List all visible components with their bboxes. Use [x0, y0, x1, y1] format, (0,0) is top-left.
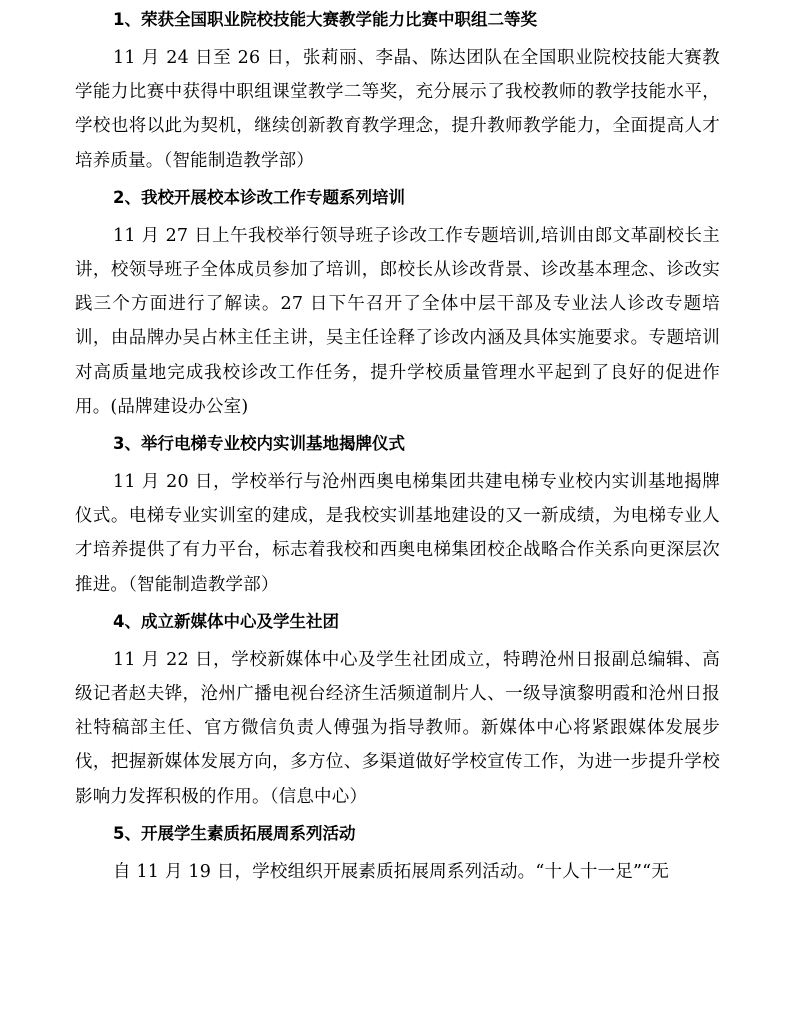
section-body: 11 月 22 日，学校新媒体中心及学生社团成立，特聘沧州日报副总编辑、高级记者赵夫铧，沧州广播电视台经济生活频道制片人、一级导演黎明霞和沧州日报社特稿部主任、官方微信负责人傅强为指导教师。新媒体中心将紧跟媒体发展步伐，把握新媒体发展方向，多方位、多渠道做好学校宣传工作，为进一步提升学校影响力发挥积极的作用。（信息中心） — [75, 649, 720, 807]
section-heading: 3、举行电梯专业校内实训基地揭牌仪式 — [113, 434, 405, 454]
news-section-1 — [75, 8, 720, 178]
news-section-4 — [75, 610, 720, 814]
news-section-5 — [75, 822, 720, 889]
section-heading: 1、荣获全国职业院校技能大赛教学能力比赛中职组二等奖 — [113, 10, 537, 29]
section-heading: 2、我校开展校本诊改工作专题系列培训 — [113, 187, 405, 207]
document-page — [75, 0, 720, 889]
news-section-2 — [75, 186, 720, 424]
news-section-3 — [75, 432, 720, 602]
section-body: 11 月 20 日，学校举行与沧州西奥电梯集团共建电梯专业校内实训基地揭牌仪式。电梯专业实训室的建成，是我校实训基地建设的又一新成绩，为电梯专业人才培养提供了有力平台，标志着我校和西奥电梯集团校企战略合作关系向更深层次推进。（智能制造教学部） — [75, 472, 720, 595]
section-heading: 5、开展学生素质拓展周系列活动 — [113, 823, 356, 843]
section-heading: 4、成立新媒体中心及学生社团 — [113, 611, 339, 631]
section-body: 11 月 27 日上午我校举行领导班子诊改工作专题培训,培训由郎文革副校长主讲，校领导班子全体成员参加了培训，郎校长从诊改背景、诊改基本理念、诊改实践三个方面进行了解读。27 日下午召开了全体中层干部及专业法人诊改专题培训，由品牌办吴占林主任主讲，吴主任诠释了诊改内涵及具体实施要求。专题培训对高质量地完成我校诊改工作任务，提升学校质量管理水平起到了良好的促进作用。(品牌建设办公室) — [75, 225, 720, 417]
section-body: 自 11 月 19 日，学校组织开展素质拓展周系列活动。“十人十一足”“无 — [113, 861, 670, 882]
section-body: 11 月 24 日至 26 日，张莉丽、李晶、陈达团队在全国职业院校技能大赛教学能力比赛中获得中职组课堂教学二等奖，充分展示了我校教师的教学技能水平，学校也将以此为契机，继续创新教育教学理念，提升教师教学能力，全面提高人才培养质量。（智能制造教学部） — [75, 48, 720, 171]
